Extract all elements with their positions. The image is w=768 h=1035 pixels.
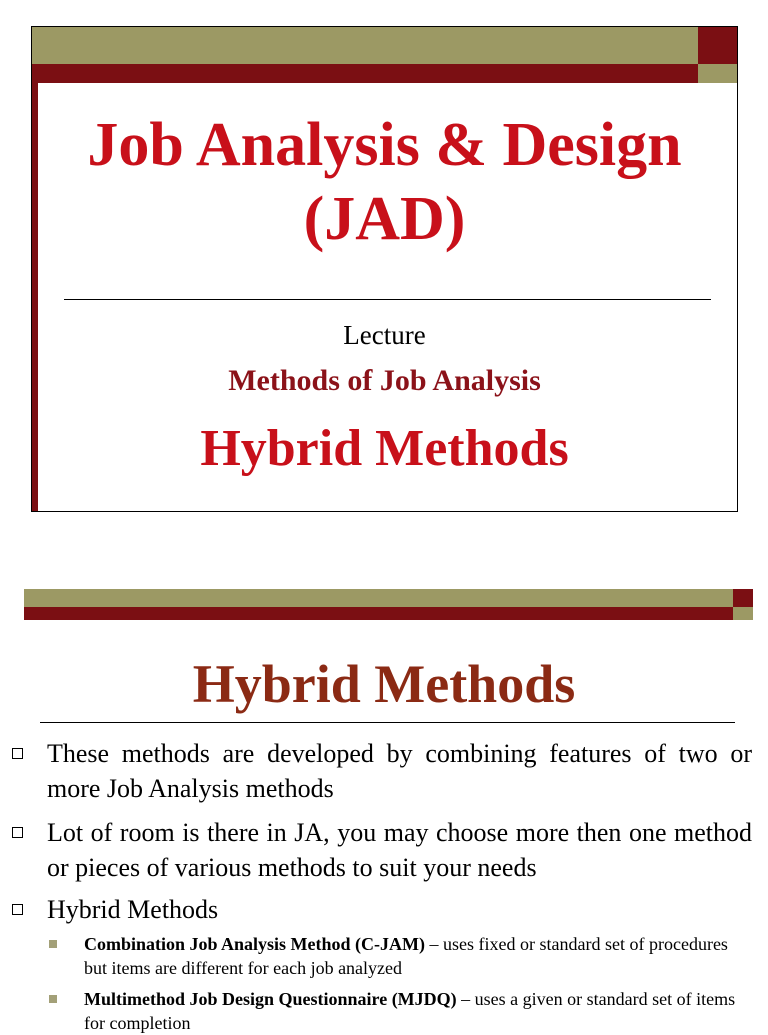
hollow-square-bullet-icon xyxy=(12,827,23,838)
sub-bullet-text-2 xyxy=(84,987,749,1035)
slide-2-top-olive-bar xyxy=(24,589,733,607)
bullet-text-3: Hybrid Methods xyxy=(47,895,219,924)
slide-1-top-olive-bar xyxy=(32,27,698,64)
hollow-square-bullet-icon xyxy=(12,748,23,759)
slide-1-title-line-2: (JAD) xyxy=(303,185,466,253)
sub-bullet-item-1 xyxy=(49,932,749,980)
slide-1-lecture-label: Lecture xyxy=(343,320,426,350)
sub-bullet-term-2: Multimethod Job Design Questionnaire (MJDQ) xyxy=(84,989,457,1009)
sub-bullet-desc-1: – uses fixed or standard set of procedures but items are different for each job analyzed xyxy=(84,934,728,978)
slide-2-top-maroon-square xyxy=(733,589,753,607)
bullet-item-1 xyxy=(12,736,752,806)
filled-square-bullet-icon xyxy=(49,940,57,948)
slide-1-top-maroon-square xyxy=(698,27,737,64)
slide-2-title: Hybrid Methods xyxy=(192,654,576,714)
slide-2-olive-square xyxy=(733,607,753,620)
slide-1-divider xyxy=(64,299,711,300)
slide-1-heading: Hybrid Methods xyxy=(200,420,569,477)
bullet-text-2: Lot of room is there in JA, you may choose more then one method or pieces of various methods to suit your needs xyxy=(47,818,752,882)
bullet-item-2 xyxy=(12,815,752,885)
sub-bullet-item-2 xyxy=(49,987,749,1035)
sub-bullet-term-1: Combination Job Analysis Method (C-JAM) xyxy=(84,934,426,954)
slide-1-maroon-band xyxy=(32,64,698,83)
filled-square-bullet-icon xyxy=(49,995,57,1003)
slide-1-title xyxy=(31,108,738,256)
hollow-square-bullet-icon xyxy=(12,904,23,915)
sub-bullet-text-1 xyxy=(84,932,749,980)
slide-2-divider xyxy=(40,722,735,723)
bullet-item-3 xyxy=(12,892,752,927)
slide-1-subtitle: Methods of Job Analysis xyxy=(228,364,541,397)
sub-bullet-desc-2: – uses a given or standard set of items for completion xyxy=(84,989,736,1033)
slide-1-olive-square xyxy=(698,64,737,83)
slide-2-maroon-band xyxy=(24,607,733,620)
slide-1-title-line-1: Job Analysis & Design xyxy=(87,111,682,179)
bullet-text-1: These methods are developed by combining features of two or more Job Analysis methods xyxy=(47,739,752,803)
